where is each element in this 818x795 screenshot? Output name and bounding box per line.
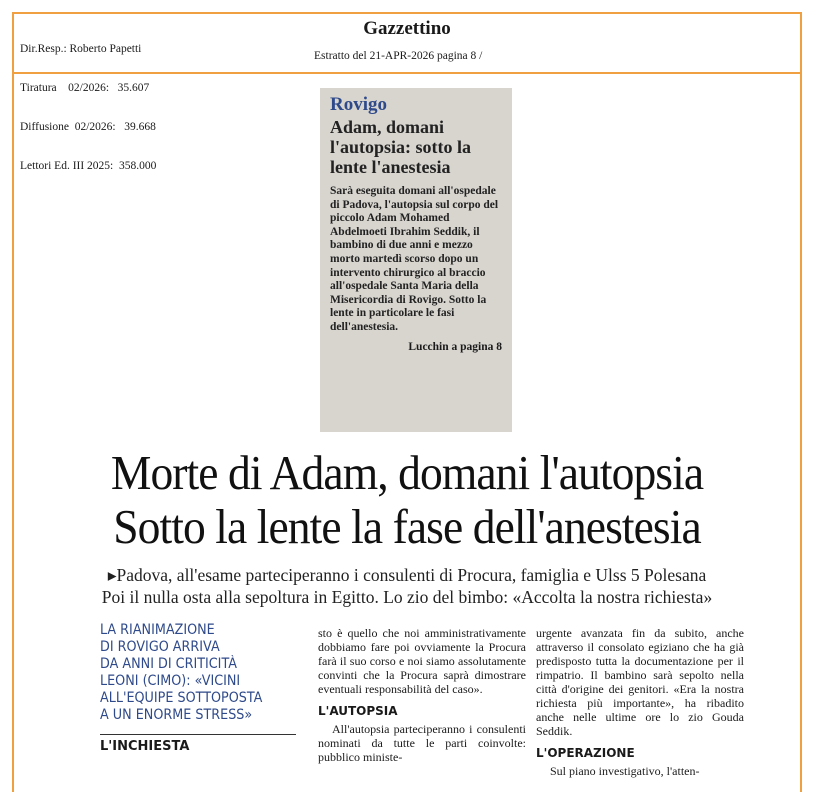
meta-row: Diffusione 02/2026: 39.668 <box>20 121 156 133</box>
body-paragraph: sto è quello che noi amministrativamente dobbiamo fare poi ovviamente la Procura farà il suo corso e noi siamo assolutamente convinti che la Procura saprà dimostrare eventuali responsabilità del caso». <box>318 626 526 696</box>
front-page-teaser <box>320 88 512 432</box>
sidebar-title-line: DA ANNI DI CRITICITÀ <box>100 656 237 672</box>
subheadline <box>14 564 800 608</box>
page-frame <box>12 12 802 792</box>
article-column-3 <box>536 626 744 778</box>
teaser-page-ref: Lucchin a pagina 8 <box>408 340 502 353</box>
teaser-kicker: Rovigo <box>330 94 387 115</box>
subheadline-line-1: ▸Padova, all'esame parteciperanno i consulenti di Procura, famiglia e Ulss 5 Polesana <box>107 565 707 585</box>
section-heading-autopsia: L'AUTOPSIA <box>318 704 398 718</box>
teaser-body: Sarà eseguita domani all'ospedale di Padova, l'autopsia sul corpo del piccolo Adam Mohamed Abdelmoeti Ibrahim Seddik, il bambino di due anni e mezzo morto martedì scorso dopo un intervento chirurgico al braccio all'ospedale Santa Maria della Misericordia di Rovigo. Sotto la lente in particolare le fasi dell'anestesia. <box>330 185 499 333</box>
section-heading-inchiesta: L'INCHIESTA <box>100 739 190 754</box>
sidebar-title-line: LA RIANIMAZIONE <box>100 622 215 638</box>
meta-row: Dir.Resp.: Roberto Papetti <box>20 43 142 55</box>
sidebar-title-line: DI ROVIGO ARRIVA <box>100 639 220 655</box>
sidebar-title-line: LEONI (CIMO): «VICINI <box>100 673 241 689</box>
subheadline-line-2: Poi il nulla osta alla sepoltura in Egitto. Lo zio del bimbo: «Accolta la nostra richiesta» <box>101 587 713 607</box>
extract-info: Estratto del 21-APR-2026 pagina 8 / <box>314 50 483 62</box>
headline-line-2: Sotto la lente la fase dell'anestesia <box>113 499 701 554</box>
body-paragraph: All'autopsia parteciperanno i consulenti nominati da tutte le parti coinvolte: pubblico ministe- <box>318 722 526 764</box>
teaser-title: Adam, domani l'autopsia: sotto la lente l'anestesia <box>330 117 472 177</box>
article-column-2 <box>318 626 526 764</box>
headline-line-1: Morte di Adam, domani l'autopsia <box>110 445 704 500</box>
sidebar-divider <box>100 734 296 735</box>
meta-row: Lettori Ed. III 2025: 358.000 <box>20 160 157 172</box>
main-headline <box>42 446 773 554</box>
body-paragraph: urgente avanzata fin da subito, anche attraverso il consolato egiziano che ha già predisposto tutta la documentazione per il rimpatrio. Il bambino sarà sepolto nella città d'origine dei genitori. «Era la nostra richiesta più importante», ha ribadito anche nelle ultime ore lo zio Gouda Seddik. <box>536 626 744 738</box>
body-paragraph: Sul piano investigativo, l'atten- <box>550 764 700 778</box>
sidebar-title-line: A UN ENORME STRESS» <box>100 707 253 723</box>
sidebar-box <box>100 622 296 754</box>
newspaper-name: Gazzettino <box>363 18 451 39</box>
publication-meta <box>20 17 156 199</box>
section-heading-operazione: L'OPERAZIONE <box>536 746 635 760</box>
sidebar-title-line: ALL'EQUIPE SOTTOPOSTA <box>100 690 263 706</box>
meta-row: Tiratura 02/2026: 35.607 <box>20 82 150 94</box>
